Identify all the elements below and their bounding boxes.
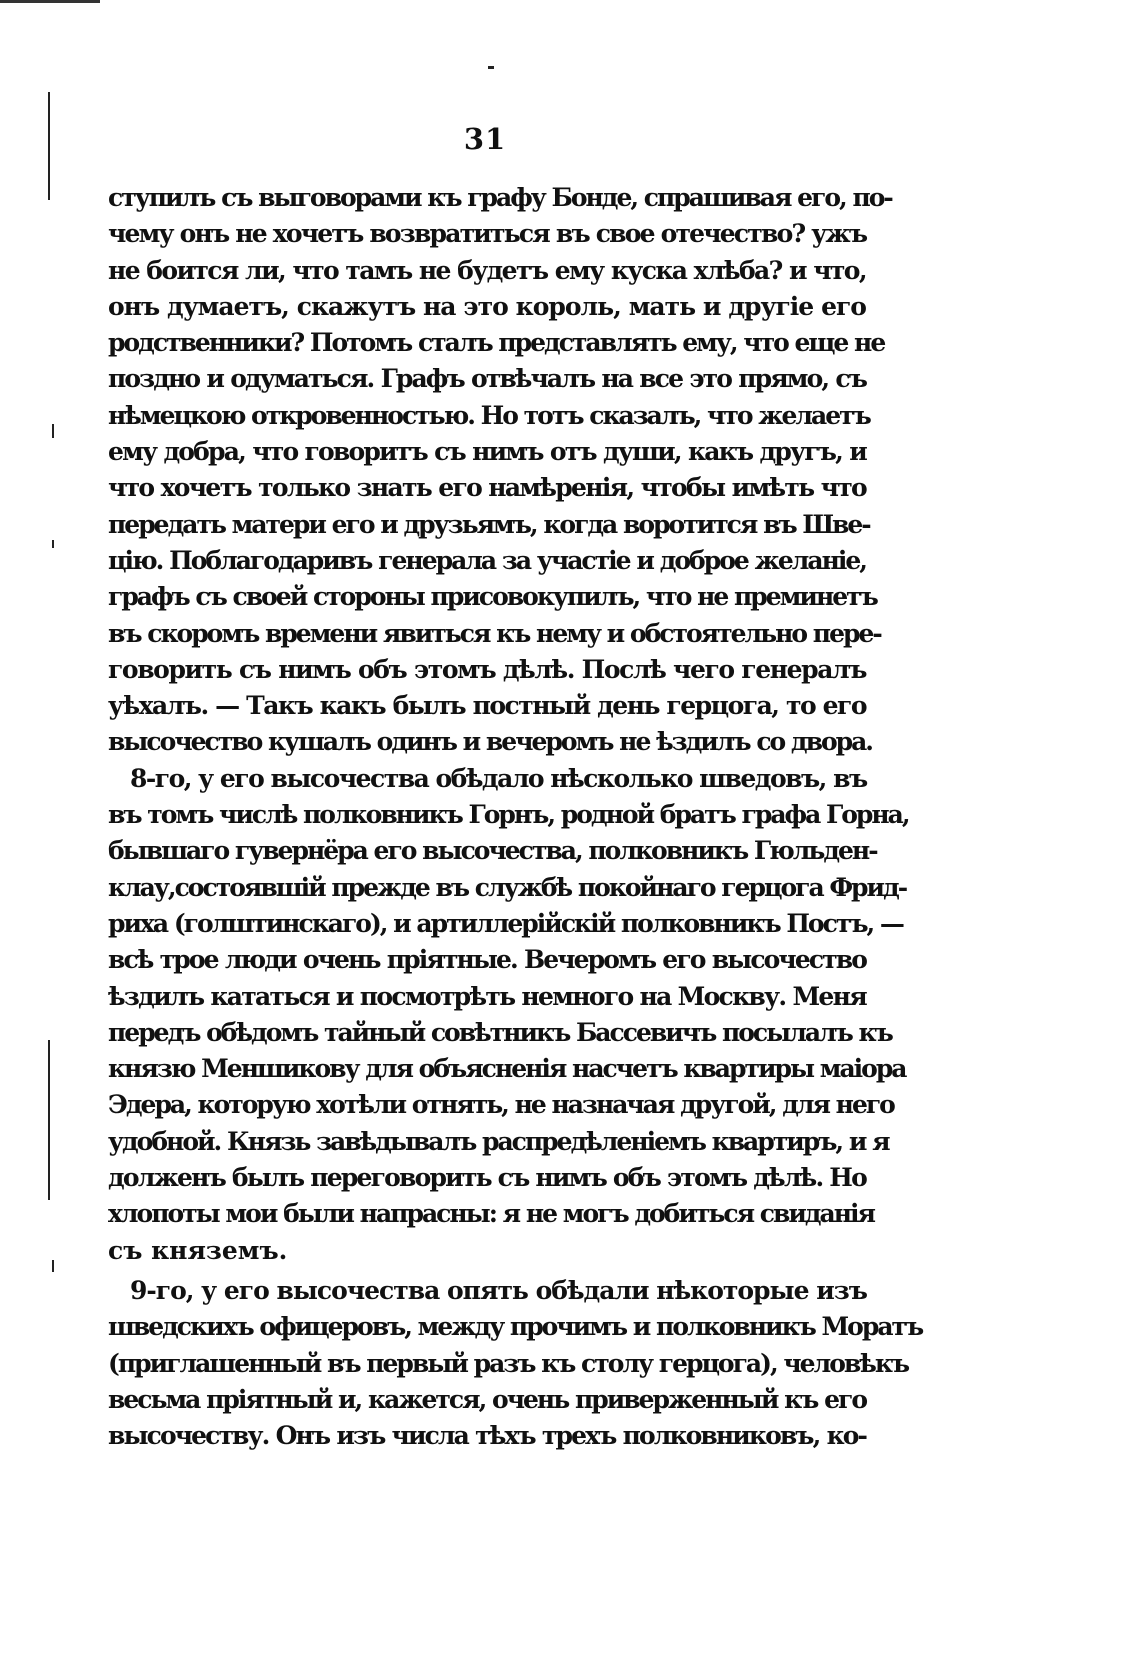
text-line: ступилъ съ выговорами къ графу Бонде, спрашивая его, по- xyxy=(108,183,892,212)
top-scan-rule xyxy=(0,0,100,3)
text-line: ѣздилъ кататься и посмотрѣть немного на Москву. Меня xyxy=(108,981,866,1011)
text-line: поздно и одуматься. Графъ отвѣчалъ на все это прямо, съ xyxy=(108,364,866,394)
text-line: шведскихъ офицеровъ, между прочимъ и полковникъ Моратъ xyxy=(108,1312,923,1342)
text-line: не боится ли, что тамъ не будетъ ему куска хлѣба? и что, xyxy=(108,255,866,285)
text-line: въ томъ числѣ полковникъ Горнъ, родной братъ графа Горна, xyxy=(108,800,909,830)
paragraph-1 xyxy=(108,180,892,761)
text-line: бывшаго гувернёра его высочества, полковникъ Гюльден- xyxy=(108,836,877,866)
page-text xyxy=(108,180,923,1454)
text-line: уѣхалъ. — Такъ какъ былъ постный день герцога, то его xyxy=(108,691,866,721)
text-line: удобной. Князь завѣдывалъ распредѣленіемъ квартиръ, и я xyxy=(108,1126,889,1156)
page-number: 31 xyxy=(463,122,507,156)
text-line: нѣмецкою откровенностью. Но тотъ сказалъ, что желаетъ xyxy=(108,400,870,430)
paragraph-2 xyxy=(108,761,909,1269)
scan-margin-dash xyxy=(52,540,54,548)
scan-top-dot xyxy=(488,66,494,69)
text-line: цію. Поблагодаривъ генерала за участіе и доброе желаніе, xyxy=(108,545,866,575)
text-line: риха (голштинскаго), и артиллерійскій полковникъ Постъ, — xyxy=(108,908,903,938)
text-line: клау,состоявшій прежде въ службѣ покойнаго герцога Фрид- xyxy=(108,872,907,902)
text-line: графъ съ своей стороны присовокупилъ, что не преминетъ xyxy=(108,582,877,612)
text-line: князю Меншикову для объясненія насчетъ квартиры маіора xyxy=(108,1054,906,1084)
text-line: онъ думаетъ, скажутъ на это король, мать и другіе его xyxy=(108,291,866,321)
text-line: говорить съ нимъ объ этомъ дѣлѣ. Послѣ чего генералъ xyxy=(108,654,866,684)
text-line: (приглашенный въ первый разъ къ столу герцога), человѣкъ xyxy=(108,1348,909,1378)
text-line: въ скоромъ времени явиться къ нему и обстоятельно пере- xyxy=(108,618,881,648)
text-line: что хочетъ только знать его намѣренія, чтобы имѣть что xyxy=(108,473,866,503)
text-line: 9-го, у его высочества опять обѣдали нѣкоторые изъ xyxy=(130,1275,867,1305)
text-line: ему добра, что говоритъ съ нимъ отъ души, какъ другъ, и xyxy=(108,437,866,467)
text-line: всѣ трое люди очень пріятные. Вечеромъ его высочество xyxy=(108,945,866,975)
text-line: высочеству. Онъ изъ числа тѣхъ трехъ полковниковъ, ко- xyxy=(108,1421,866,1451)
text-line: передать матери его и друзьямъ, когда воротится въ Шве- xyxy=(108,509,870,539)
text-line: съ княземъ. xyxy=(108,1235,288,1265)
scan-margin-dash xyxy=(52,1260,54,1272)
text-line: Эдера, которую хотѣли отнять, не назначая другой, для него xyxy=(108,1090,894,1120)
scan-margin-line-bottom xyxy=(48,1040,50,1200)
text-line: родственники? Потомъ сталъ представлять ему, что еще не xyxy=(108,328,885,358)
scan-margin-dash xyxy=(52,424,54,438)
text-line: хлопоты мои были напрасны: я не могъ добиться свиданія xyxy=(108,1199,875,1229)
paragraph-3 xyxy=(108,1273,923,1454)
text-line: чему онъ не хочетъ возвратиться въ свое отечество? ужъ xyxy=(108,219,867,249)
text-line: высочество кушалъ одинъ и вечеромъ не ѣздилъ со двора. xyxy=(108,727,873,757)
text-line: долженъ былъ переговорить съ нимъ объ этомъ дѣлѣ. Но xyxy=(108,1163,866,1193)
text-line: 8-го, у его высочества обѣдало нѣсколько шведовъ, въ xyxy=(130,763,867,793)
text-line: весьма пріятный и, кажется, очень приверженный къ его xyxy=(108,1384,866,1414)
text-line: передъ обѣдомъ тайный совѣтникъ Бассевичъ посылалъ къ xyxy=(108,1017,892,1047)
